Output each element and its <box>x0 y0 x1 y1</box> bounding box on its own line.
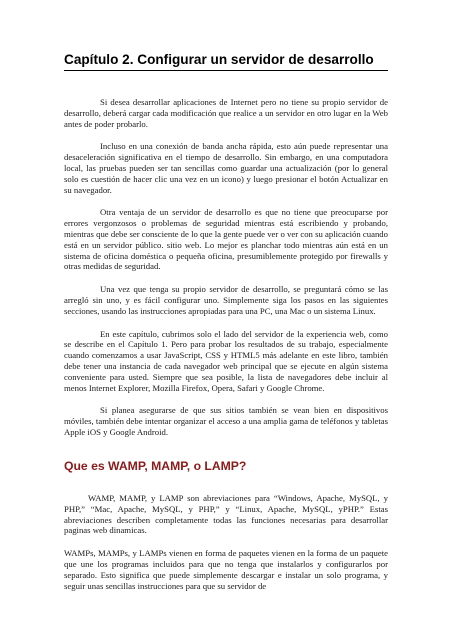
section-paragraph-1: WAMP, MAMP, y LAMP son abreviaciones para “Windows, Apache, MySQL, y PHP,” “Mac, Apache, MySQL, y PHP,” y “Linux, Apache, MySQL, yPHP.” Estas abreviaciones describen completamente todas las funciones necesarias para desarrollar paginas web dinamicas. <box>64 493 388 536</box>
paragraph-5: En este capítulo, cubrimos solo el lado del servidor de la experiencia web, como se describe en el Capítulo 1. Pero para probar los resultados de su trabajo, especialmente cuando comenzamos a usar JavaScript, CSS y HTML5 más adelante en este libro, también debe tener una instancia de cada navegador web principal que se ejecute en algún sistema conveniente para usted. Siempre que sea posible, la lista de navegadores debe incluir al menos Internet Explorer, Mozilla Firefox, Opera, Safari y Google Chrome. <box>64 328 388 393</box>
paragraph-1: Si desea desarrollar aplicaciones de Internet pero no tiene su propio servidor de desarrollo, deberá cargar cada modificación que realice a un servidor en otro lugar en la Web antes de poder probarlo. <box>64 97 388 129</box>
section-paragraph-2: WAMPs, MAMPs, y LAMPs vienen en forma de paquetes vienen en la forma de un paquete que une los programas incluidos para que no tenga que instalarlos y configurarlos por separado. Esto significa que puede simplemente descargar e instalar un solo programa, y seguir unas sencillas instrucciones para que su servidor de <box>64 548 388 591</box>
section-body <box>64 493 388 603</box>
paragraph-2: Incluso en una conexión de banda ancha rápida, esto aún puede representar una desaceleración significativa en el tiempo de desarrollo. Sin embargo, en una computadora local, las pruebas pueden ser tan sencillas como guardar una actualización (por lo general solo es cuestión de hacer clic una vez en un icono) y luego presionar el botón Actualizar en su navegador. <box>64 141 388 195</box>
chapter-body <box>64 97 388 450</box>
paragraph-3: Otra ventaja de un servidor de desarrollo es que no tiene que preocuparse por errores vergonzosos o problemas de seguridad mientras está escribiendo y probando, mientras que debe ser consciente de lo que la gente puede ver o ver con su aplicación cuando está en un servidor público. sitio web. Lo mejor es planchar todo mientras aún está en un sistema de oficina doméstica o pequeña oficina, presumiblemente protegido por firewalls y otras medidas de seguridad. <box>64 207 388 272</box>
chapter-title: Capítulo 2. Configurar un servidor de desarrollo <box>64 52 374 67</box>
paragraph-4: Una vez que tenga su propio servidor de desarrollo, se preguntará cómo se las arregló sin uno, y es fácil configurar uno. Simplemente siga los pasos en las siguientes secciones, usando las instrucciones apropiadas para una PC, una Mac o un sistema Linux. <box>64 284 388 316</box>
section-title: Que es WAMP, MAMP, o LAMP? <box>64 459 247 473</box>
chapter-title-underline <box>64 70 388 71</box>
paragraph-6: Si planea asegurarse de que sus sitios también se vean bien en dispositivos móviles, también debe intentar organizar el acceso a una amplia gama de teléfonos y tabletas Apple iOS y Google Android. <box>64 405 388 437</box>
